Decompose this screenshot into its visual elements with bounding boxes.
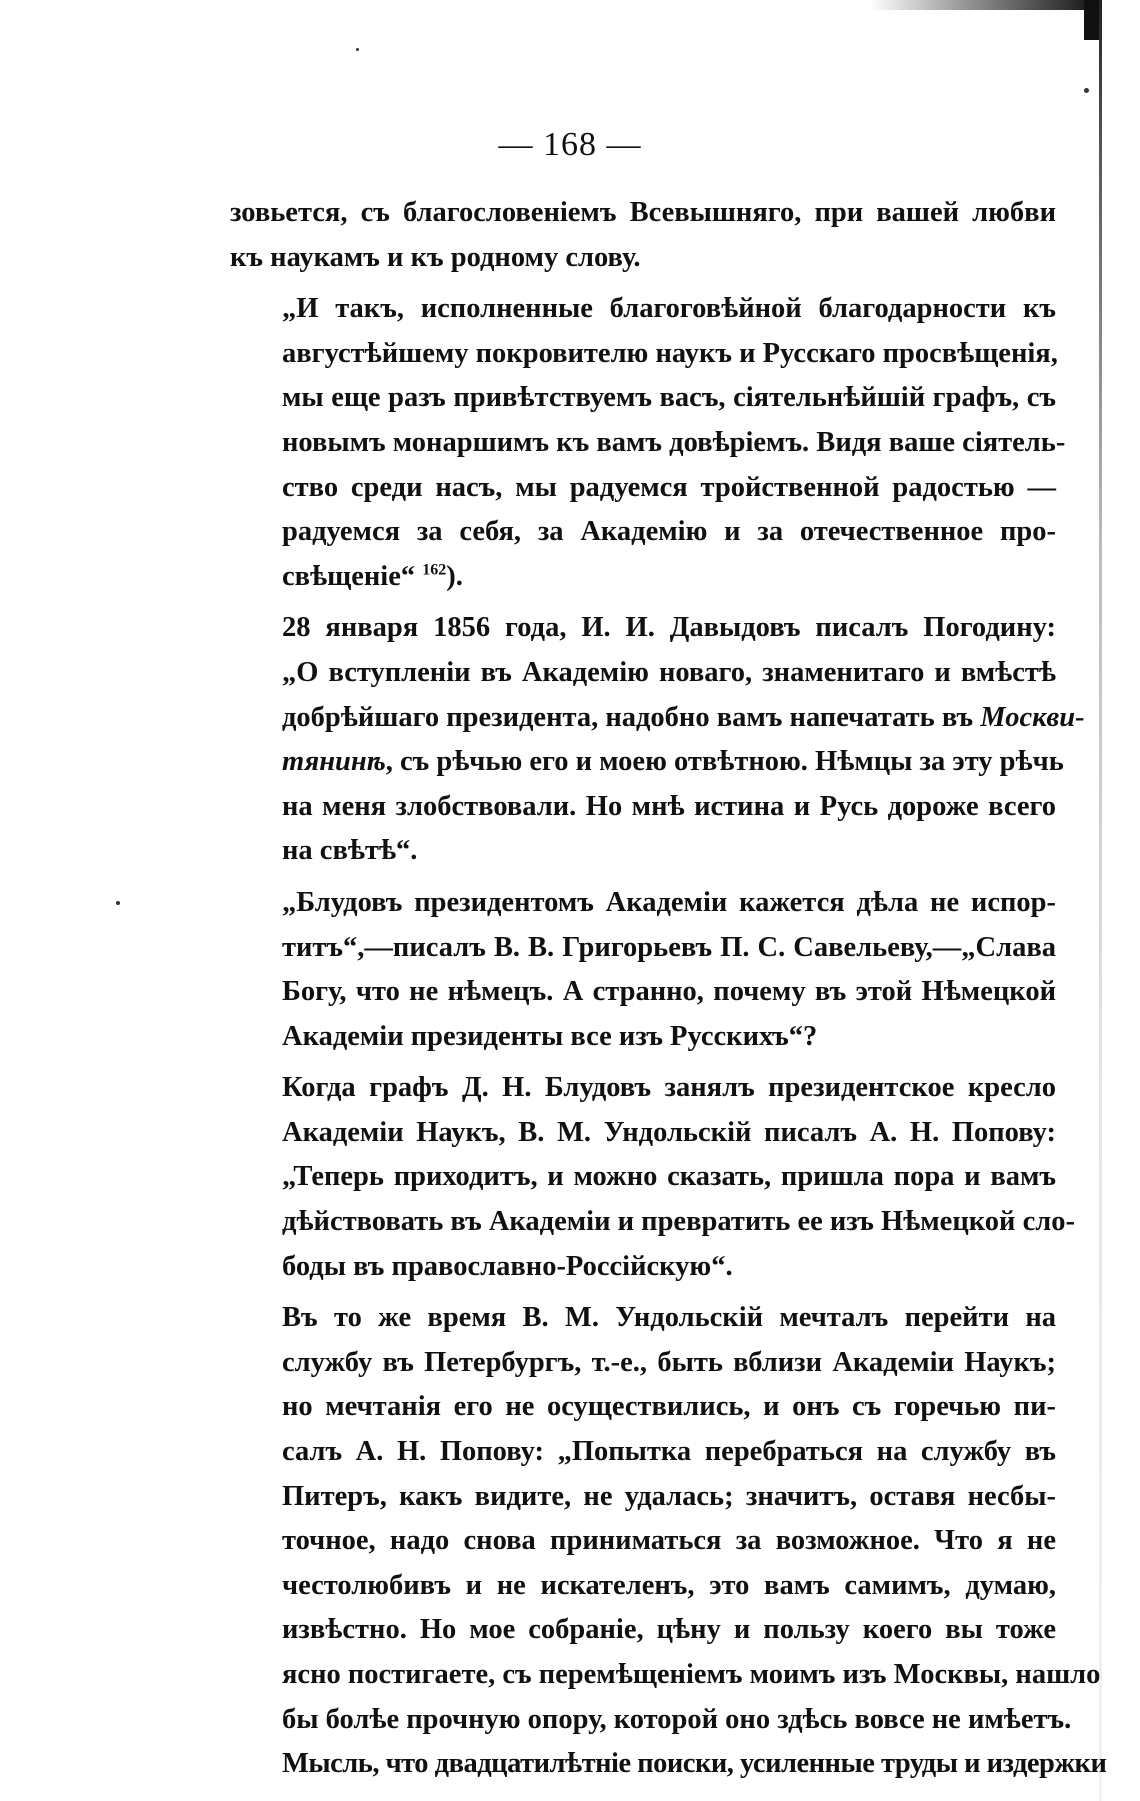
paragraph-5 [230,1066,1075,1289]
text-line: боды въ православно-Россійскую“. [282,1250,733,1282]
text-line: на меня злобствовали. Но мнѣ истина и Русь дороже всего [282,790,1056,822]
scan-edge-top [870,0,1100,10]
text-line: Академіи Наукъ, В. М. Ундольскій писалъ А. Н. Попову: [282,1116,1056,1148]
text-line: новымъ монаршимъ къ вамъ довѣріемъ. Видя ваше сіятель- [282,426,1066,458]
text-line [230,740,1064,785]
text-line [230,696,1085,741]
scan-edge-right [1099,0,1102,1801]
scan-speck [1084,88,1089,93]
text-fragment: свѣщеніе“ [282,560,423,592]
text-line: на свѣтѣ“. [282,835,418,867]
text-line: Богу, что не нѣмецъ. А странно, почему въ этой Нѣмецкой [282,976,1056,1008]
text-fragment: ). [446,560,463,592]
footnote-marker: 162 [422,561,447,579]
scan-speck [116,901,120,905]
text-fragment: добрѣйшаго президента, надобно вамъ напечатать въ [282,701,981,733]
text-line: точное, надо снова приниматься за возможное. Что я не [282,1525,1056,1557]
text-line: Питеръ, какъ видите, не удалась; значитъ, оставя несбы- [282,1480,1056,1512]
text-line: мы еще разъ привѣтствуемъ васъ, сіятельнѣйшій графъ, съ [282,382,1056,414]
scan-speck [356,48,359,51]
paragraph-2 [230,287,1066,599]
text-line: извѣстно. Но мое собраніе, цѣну и пользу коего вы тоже [282,1614,1056,1646]
text-line: Академіи президенты все изъ Русскихъ“? [282,1020,818,1052]
text-line: 28 января 1856 года, И. И. Давыдовъ писалъ Погодину: [282,612,1056,644]
text-line: радуемся за себя, за Академію и за отечественное про- [282,516,1056,548]
page-number: — 168 — [498,126,642,163]
text-line: службу въ Петербургъ, т.-е., быть вблизи Академіи Наукъ; [282,1346,1056,1378]
text-line: бы болѣе прочную опору, которой оно здѣсь вовсе не имѣетъ. [282,1703,1072,1735]
text-line: зовьется, съ благословеніемъ Всевышняго, при вашей любви [230,197,1056,228]
paragraph-1 [230,191,1056,280]
text-line: ясно постигаете, съ перемѣщеніемъ моимъ изъ Москвы, нашло [282,1659,1101,1690]
text-line [230,555,1056,600]
text-line: честолюбивъ и не искателенъ, это вамъ самимъ, думаю, [282,1569,1056,1601]
text-line: „И такъ, исполненные благоговѣйной благодарности къ [282,293,1056,325]
text-line: салъ А. Н. Попову: „Попытка перебраться на службу въ [282,1436,1056,1468]
text-line: Мысль, что двадцатилѣтніе поиски, усиленные труды и издержки [282,1748,1107,1780]
paragraph-6 [230,1296,1107,1787]
text-line: августѣйшему покровителю наукъ и Русскаго просвѣщенія, [282,337,1058,369]
paragraph-3 [230,606,1085,874]
italic-title: тянинѣ [282,746,386,778]
text-line: „Теперь приходитъ, и можно сказать, пришла пора и вамъ [282,1161,1056,1193]
text-fragment: , съ рѣчью его и моею отвѣтною. Нѣмцы за эту рѣчь [385,746,1064,778]
text-line: ство среди насъ, мы радуемся тройственной радостью — [282,471,1056,503]
text-line: но мечтанія его не осуществились, и онъ съ горечью пи- [282,1391,1056,1423]
text-line: Въ то же время В. М. Ундольскій мечталъ перейти на [282,1302,1056,1334]
text-line: „Блудовъ президентомъ Академіи кажется дѣла не испор- [282,886,1056,918]
page-text [230,191,1107,1794]
text-line: дѣйствовать въ Академіи и превратить ее изъ Нѣмецкой сло- [282,1206,1075,1238]
text-line: къ наукамъ и къ родному слову. [230,241,641,273]
italic-title: Москви- [980,701,1085,733]
paragraph-4 [230,881,1056,1059]
text-line: титъ“,—писалъ В. В. Григорьевъ П. С. Савельеву,—„Слава [282,931,1056,963]
text-line: „О вступленіи въ Академію новаго, знаменитаго и вмѣстѣ [282,656,1056,688]
text-line: Когда графъ Д. Н. Блудовъ занялъ президентское кресло [282,1072,1056,1104]
